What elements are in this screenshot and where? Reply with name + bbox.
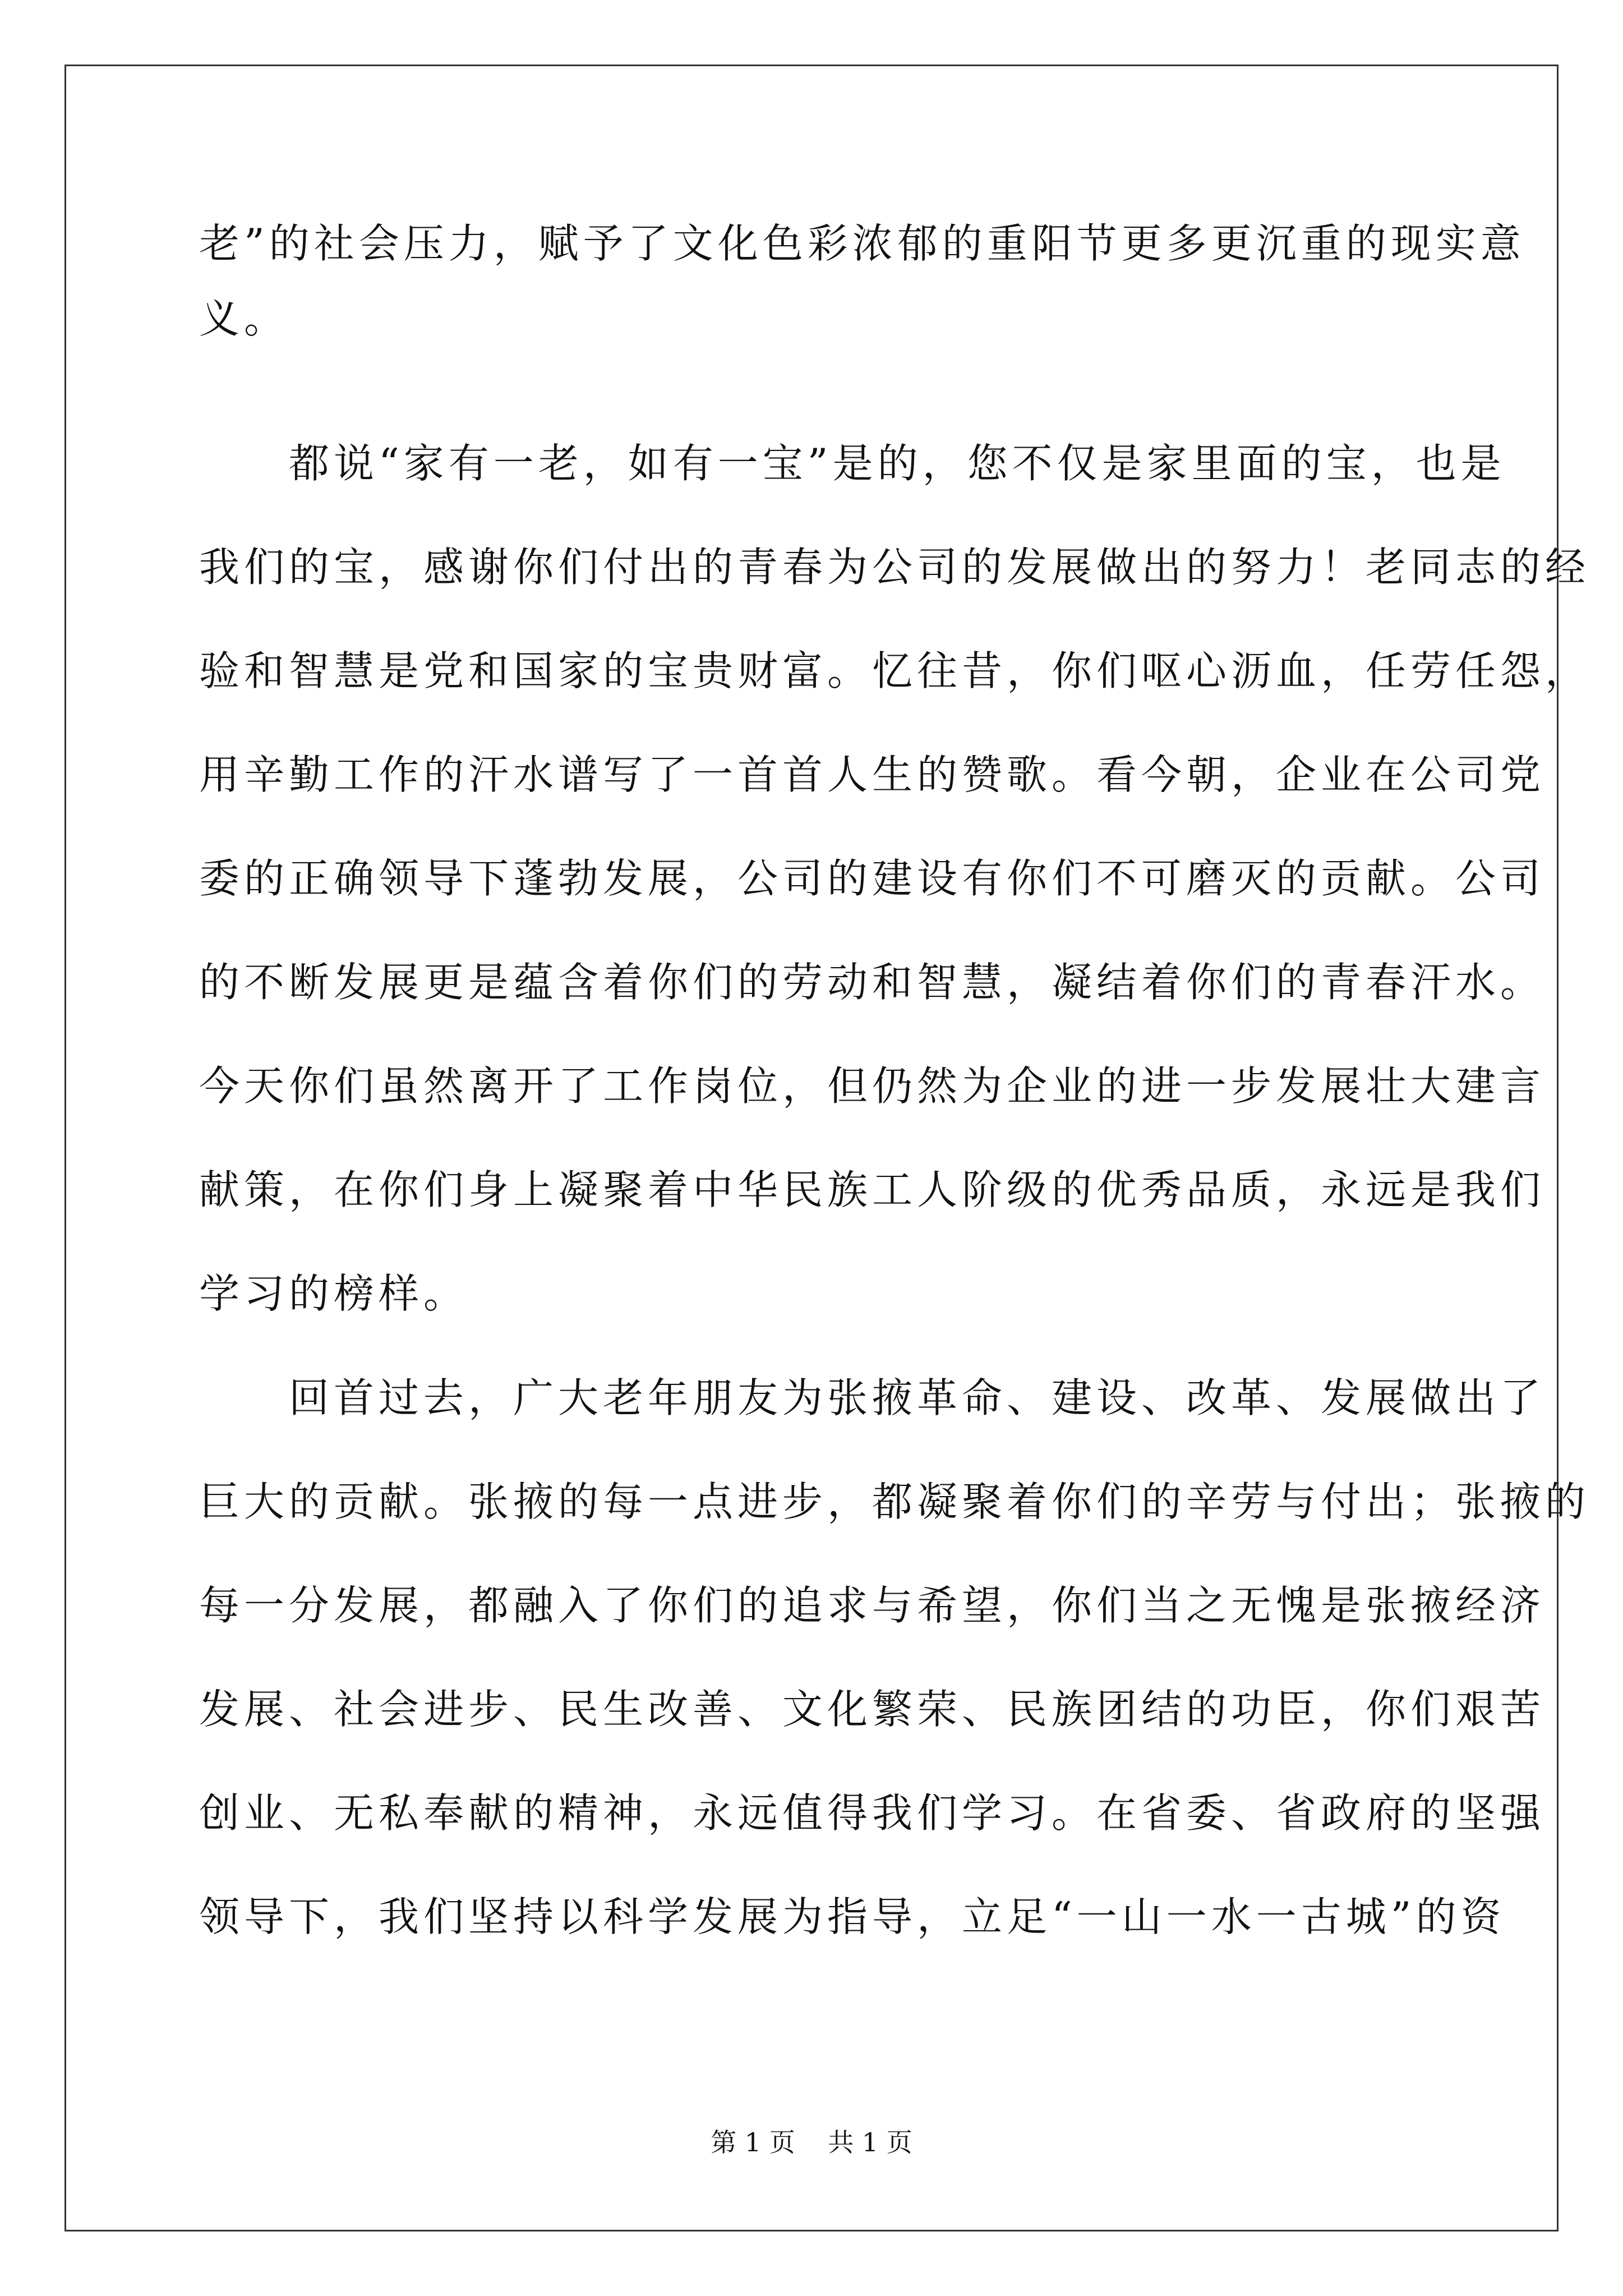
text-line: 用辛勤工作的汗水谱写了一首首人生的赞歌。看今朝，企业在公司党 xyxy=(199,751,1546,798)
text-line: 回首过去，广大老年朋友为张掖革命、建设、改革、发展做出了 xyxy=(199,1374,1546,1421)
text-line: 学习的榜样。 xyxy=(199,1270,469,1317)
text-line: 义。 xyxy=(199,295,289,342)
text-line: 每一分发展，都融入了你们的追求与希望，你们当之无愧是张掖经济 xyxy=(199,1582,1546,1629)
text-line: 验和智慧是党和国家的宝贵财富。忆往昔，你们呕心沥血，任劳任怨， xyxy=(199,647,1590,694)
text-line: 的不断发展更是蕴含着你们的劳动和智慧，凝结着你们的青春汗水。 xyxy=(199,959,1546,1006)
text-line: 领导下，我们坚持以科学发展为指导，立足“一山一水一古城”的资 xyxy=(199,1893,1506,1940)
text-line: 创业、无私奉献的精神，永远值得我们学习。在省委、省政府的坚强 xyxy=(199,1789,1546,1837)
text-line: 今天你们虽然离开了工作岗位，但仍然为企业的进一步发展壮大建言 xyxy=(199,1062,1546,1110)
text-line: 献策，在你们身上凝聚着中华民族工人阶级的优秀品质，永远是我们 xyxy=(199,1166,1546,1213)
text-line: 巨大的贡献。张掖的每一点进步，都凝聚着你们的辛劳与付出；张掖的 xyxy=(199,1478,1590,1525)
text-line: 我们的宝，感谢你们付出的青春为公司的发展做出的努力！老同志的经 xyxy=(199,544,1590,591)
page-number-footer: 第 1 页 共 1 页 xyxy=(711,2127,912,2157)
text-line: 发展、社会进步、民生改善、文化繁荣、民族团结的功臣，你们艰苦 xyxy=(199,1686,1546,1733)
text-line: 都说“家有一老，如有一宝”是的，您不仅是家里面的宝，也是 xyxy=(199,440,1506,487)
text-line: 老”的社会压力，赋予了文化色彩浓郁的重阳节更多更沉重的现实意 xyxy=(199,220,1525,267)
text-line: 委的正确领导下蓬勃发展，公司的建设有你们不可磨灭的贡献。公司 xyxy=(199,855,1546,902)
